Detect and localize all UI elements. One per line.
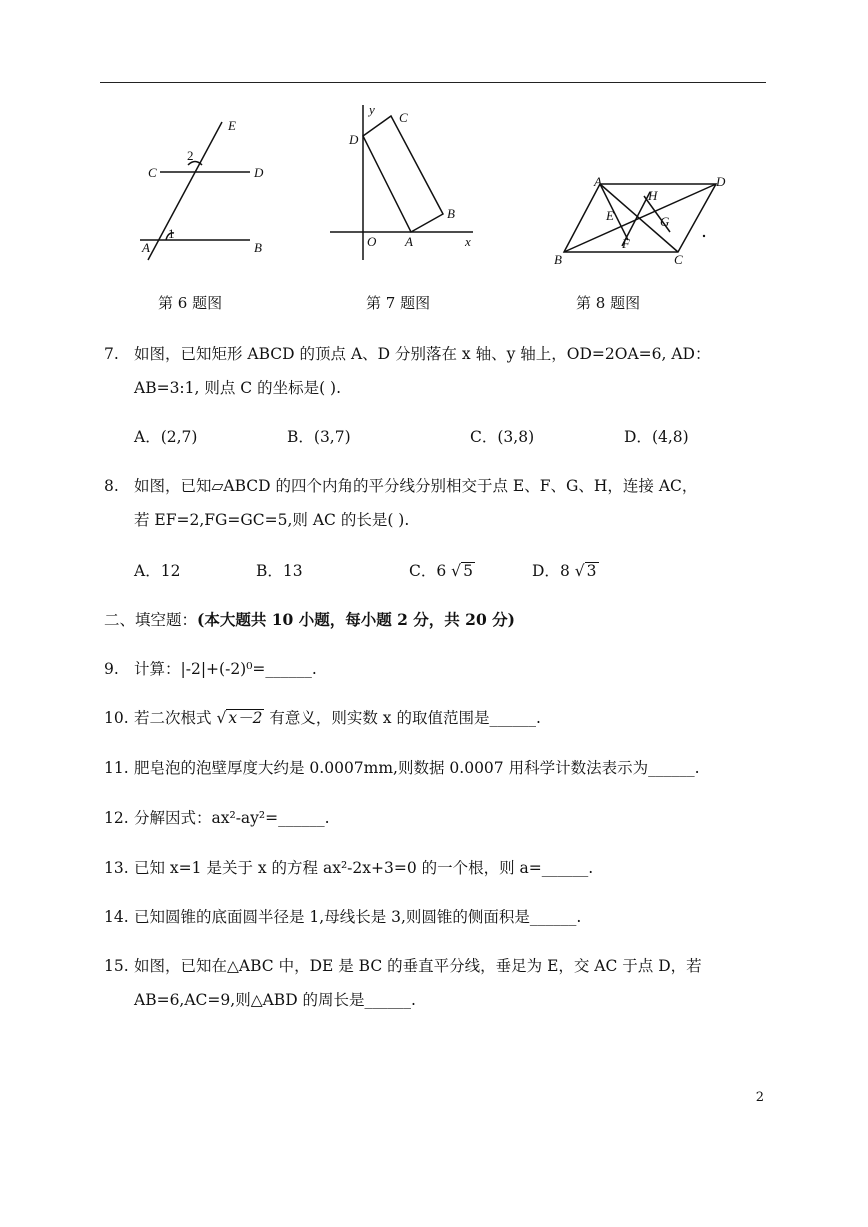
question-8-text2: 若 EF=2,FG=GC=5,则 AC 的长是( ).: [134, 511, 410, 529]
fig6-label-E: E: [228, 118, 236, 133]
question-10: 10. 若二次根式 √ x－2 有意义，则实数 x 的取值范围是______.: [104, 709, 541, 727]
q8-option-c[interactable]: C．6 √ 5: [409, 562, 473, 580]
section-2-detail: (本大题共 10 小题，每小题 2 分，共 20 分): [197, 610, 515, 629]
q7-option-b[interactable]: B．(3,7): [287, 428, 351, 446]
fig6-label-1: 1: [168, 226, 175, 241]
question-7-line1: [104, 342, 710, 364]
fig8-label-B: B: [554, 252, 562, 267]
section-2-title: 二、填空题：: [104, 611, 198, 629]
fig8-label-G: G: [660, 214, 670, 229]
header-rule: [100, 82, 766, 83]
fig8-label-A: A: [594, 174, 602, 189]
question-14: 14. 已知圆锥的底面圆半径是 1,母线长是 3,则圆锥的侧面积是______.: [104, 908, 582, 926]
figure-7: [325, 100, 485, 270]
fig6-caption: 第 6 题图: [158, 294, 223, 312]
fig6-label-2: 2: [187, 148, 194, 163]
page-number: 2: [755, 1090, 764, 1105]
q10-radical: x－2: [228, 709, 263, 727]
fig6-label-D: D: [254, 165, 264, 180]
fig6-label-C: C: [148, 165, 157, 180]
question-11: 11. 肥皂泡的泡壁厚度大约是 0.0007mm,则数据 0.0007 用科学计数法表示为______.: [104, 759, 700, 777]
fig7-label-x: x: [465, 234, 471, 249]
question-7-number: 7.: [104, 345, 119, 363]
fig8-label-H: H: [648, 188, 658, 203]
question-15-line1: 15. 如图，已知在△ABC 中，DE 是 BC 的垂直平分线，垂足为 E，交 AC 于点 D，若: [104, 957, 702, 975]
q8-option-a[interactable]: A．12: [134, 562, 181, 580]
question-8-number: 8.: [104, 477, 119, 495]
fig8-label-E: E: [606, 208, 614, 223]
fig8-label-D: D: [716, 174, 726, 189]
q7-option-a[interactable]: A．(2,7): [134, 428, 198, 446]
fig8-label-F: F: [622, 236, 630, 251]
fig6-label-A: A: [142, 240, 150, 255]
question-8-text1: 如图，已知▱ABCD 的四个内角的平分线分别相交于点 E、F、G、H，连接 AC，: [134, 477, 698, 495]
question-13: 13. 已知 x=1 是关于 x 的方程 ax²-2x+3=0 的一个根，则 a=______.: [104, 859, 594, 877]
q8-option-d[interactable]: D．8 √ 3: [532, 562, 597, 580]
q7-option-d[interactable]: D．(4,8): [624, 428, 689, 446]
fig7-caption: 第 7 题图: [366, 294, 431, 312]
fig6-label-B: B: [254, 240, 262, 255]
fig8-label-C: C: [674, 252, 683, 267]
fig7-label-D: D: [349, 132, 359, 147]
fig8-caption: 第 8 题图: [576, 294, 641, 312]
question-7-text2: AB=3:1, 则点 C 的坐标是( ).: [134, 379, 342, 397]
q8-option-b[interactable]: B．13: [256, 562, 303, 580]
fig7-label-y: y: [369, 102, 375, 117]
fig7-label-B: B: [447, 206, 455, 221]
figure-6: [130, 110, 280, 270]
fig7-label-C: C: [399, 110, 408, 125]
section-2-heading: [104, 608, 515, 630]
question-15-text2: AB=6,AC=9,则△ABD 的周长是______.: [134, 991, 416, 1009]
question-12: 12. 分解因式：ax²-ay²=______.: [104, 809, 330, 827]
question-7-text1: 如图，已知矩形 ABCD 的顶点 A、D 分别落在 x 轴、y 轴上，OD=2OA=6, AD：: [134, 345, 711, 363]
question-9: 9. 计算：|-2|+(-2)⁰=______.: [104, 660, 317, 678]
fig7-label-A: A: [405, 234, 413, 249]
q7-option-c[interactable]: C．(3,8): [470, 428, 535, 446]
figure-8: [550, 170, 730, 270]
question-8-line1: [104, 474, 697, 496]
fig7-label-O: O: [367, 234, 377, 249]
